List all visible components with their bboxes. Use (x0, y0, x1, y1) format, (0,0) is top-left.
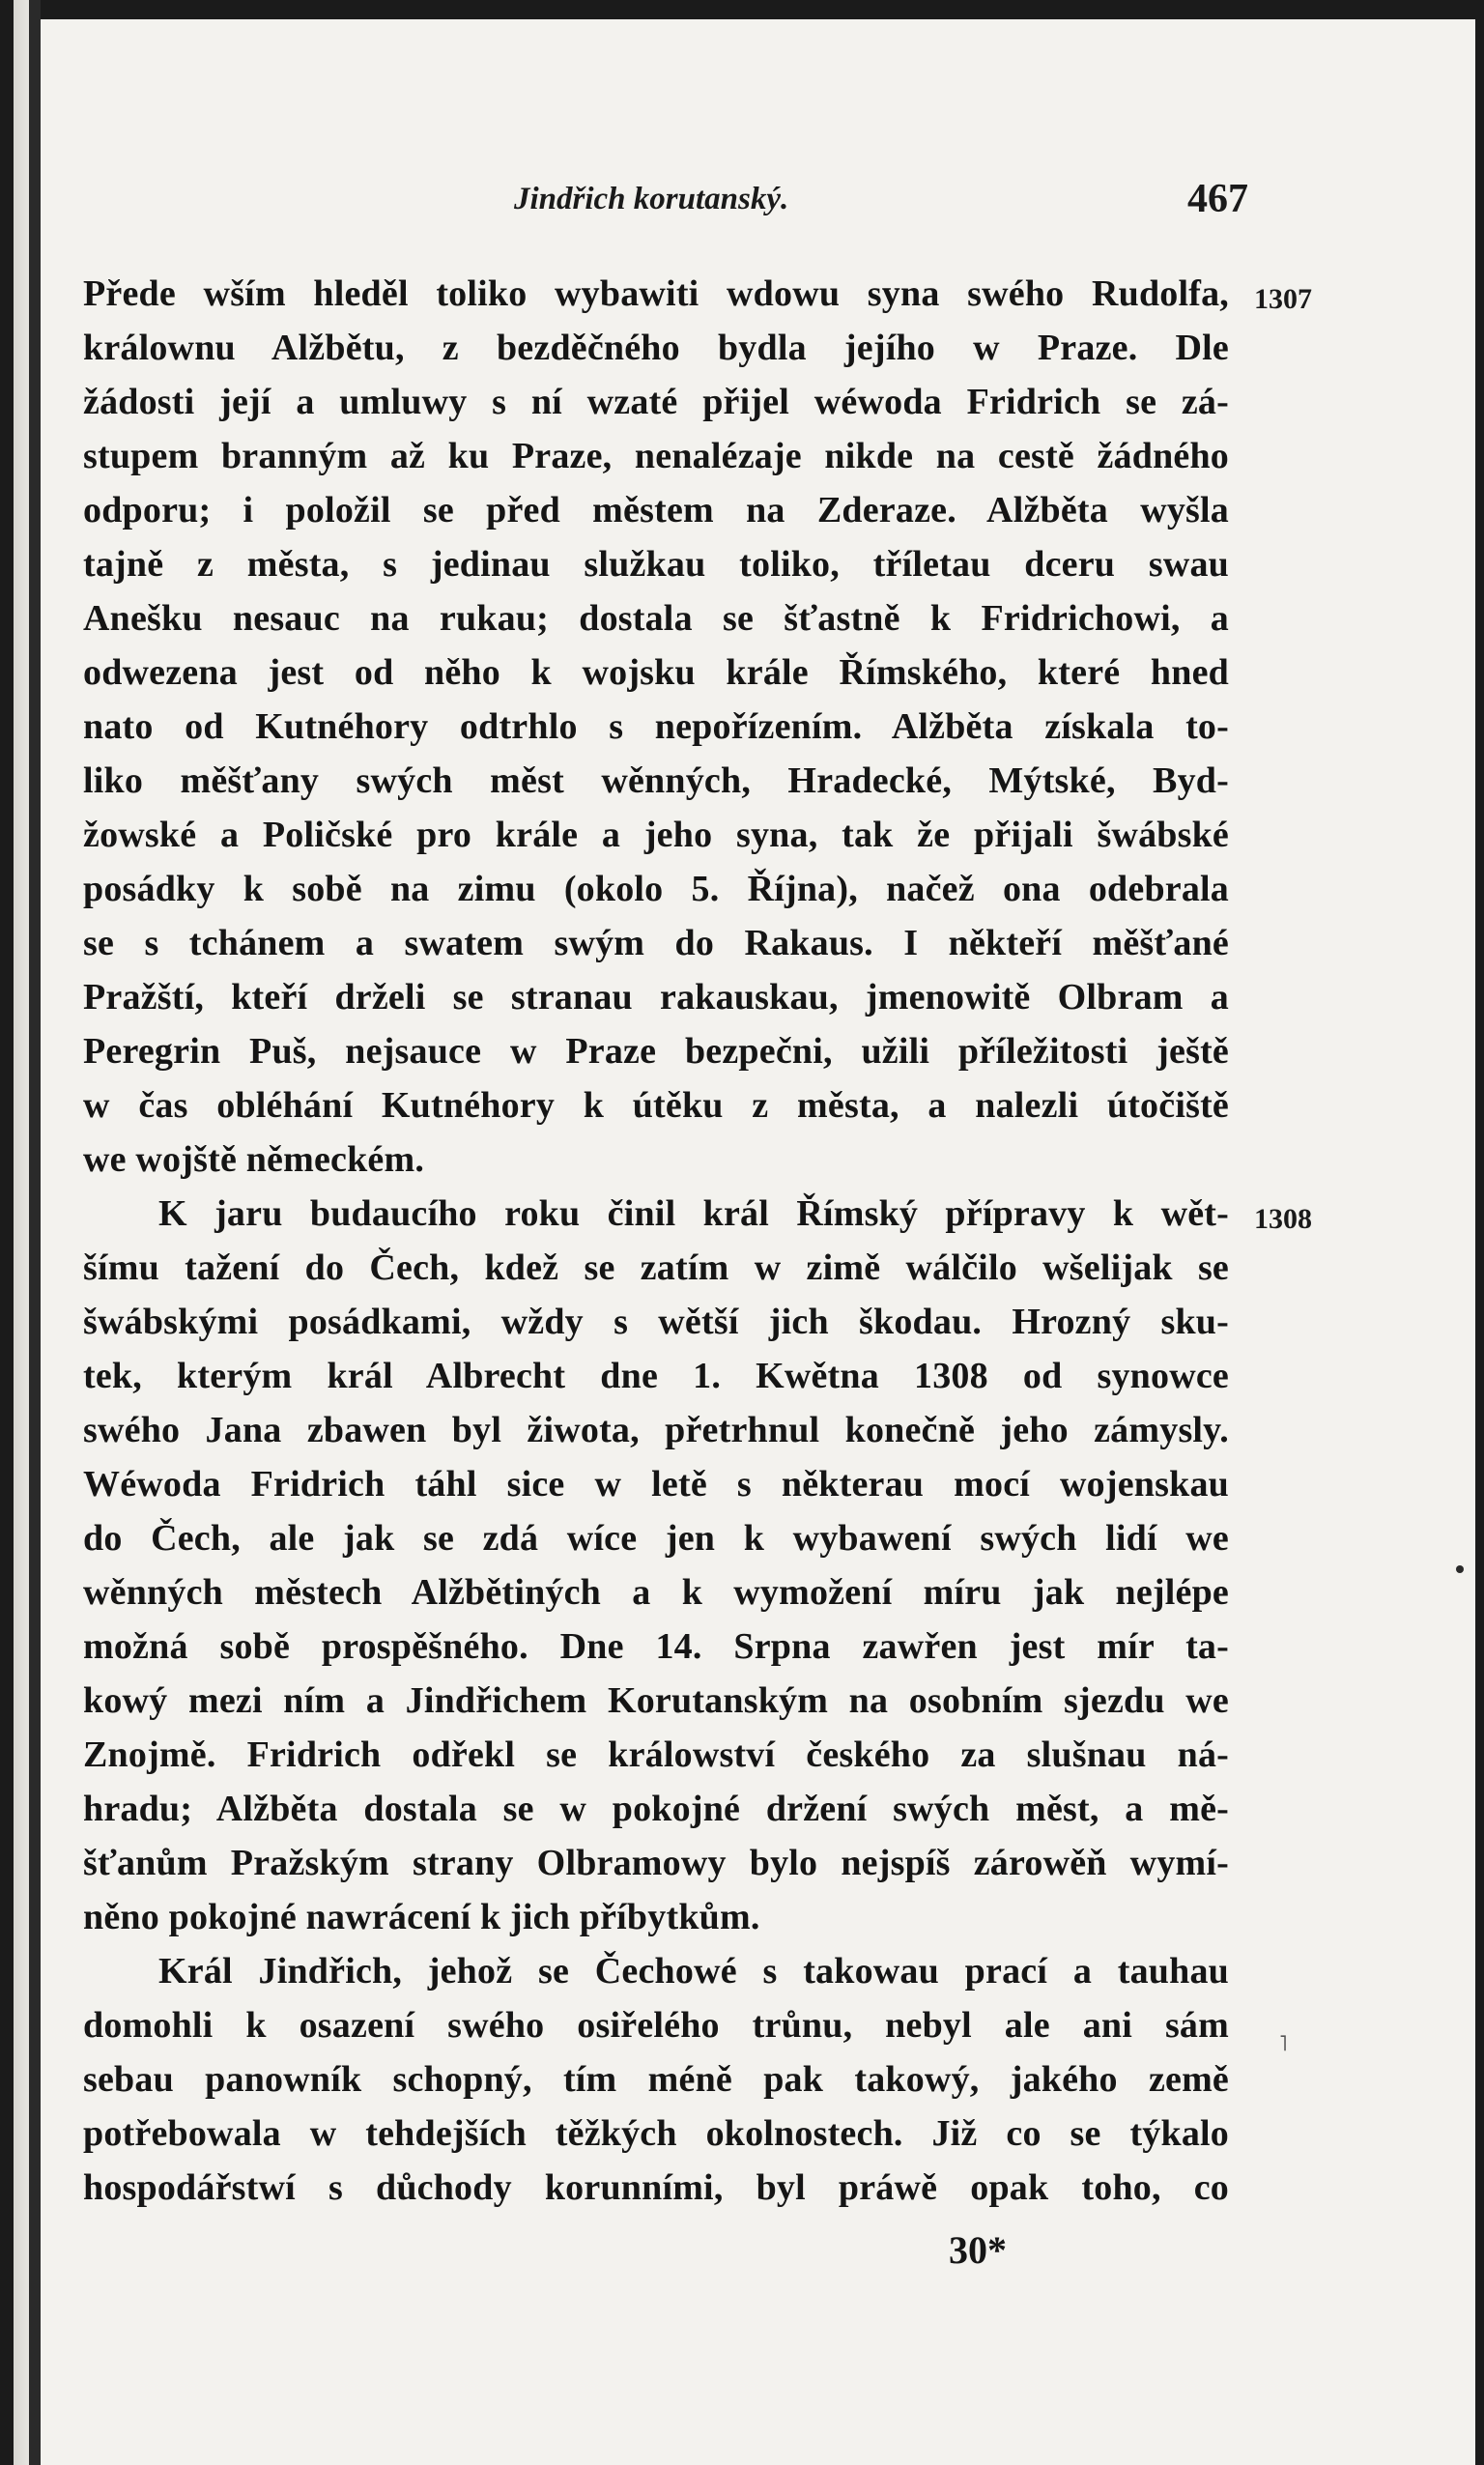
ink-speck (1456, 1565, 1464, 1573)
text-line: tek, kterým král Albrecht dne 1. Kwětna 1308 od synowce (83, 1356, 1229, 1396)
text-line: posádky k sobě na zimu (okolo 5. Října), načež ona odebrala (83, 869, 1229, 909)
text-line: Znojmě. Fridrich odřekl se králowství českého za slušnau ná- (83, 1734, 1229, 1775)
text-line: stupem branným až ku Praze, nenalézaje nikde na cestě žádného (83, 436, 1229, 476)
text-line: liko měšťany swých měst wěnných, Hradecké, Mýtské, Byd- (83, 760, 1229, 801)
text-line: domohli k osazení swého osiřelého trůnu, nebyl ale ani sám (83, 2005, 1229, 2046)
page-number: 467 (1187, 177, 1248, 221)
text-line: Peregrin Puš, nejsauce w Praze bezpečni, užili příležitosti ještě (83, 1031, 1229, 1072)
text-line: Anešku nesauc na rukau; dostala se šťastně k Fridrichowi, a (83, 598, 1229, 639)
page-header (41, 174, 1475, 232)
text-line: nato od Kutnéhory odtrhlo s nepořízením. Alžběta získala to- (83, 706, 1229, 747)
text-line: žádosti její a umluwy s ní wzaté přijel wéwoda Fridrich se zá- (83, 382, 1229, 422)
margin-year-1308: 1308 (1254, 1203, 1312, 1235)
running-title: Jindřich korutanský. (514, 182, 789, 216)
text-line: sebau panowník schopný, tím méně pak takowý, jakého země (83, 2059, 1229, 2100)
margin-year-1307: 1307 (1254, 283, 1312, 315)
text-line: šímu tažení do Čech, kdež se zatím w zimě wálčilo wšelijak se (83, 1247, 1229, 1288)
text-line: šwábskými posádkami, wždy s wětší jich škodau. Hrozný sku- (83, 1302, 1229, 1342)
text-line: se s tchánem a swatem swým do Rakaus. I někteří měšťané (83, 923, 1229, 963)
text-line: odwezena jest od něho k wojsku krále Římského, které hned (83, 652, 1229, 693)
text-line: šťanům Pražským strany Olbramowy bylo nejspíš zárowěň wymí- (83, 1843, 1229, 1883)
text-line: odporu; i položil se před městem na Zderaze. Alžběta wyšla (83, 490, 1229, 530)
signature-mark: 30* (949, 2228, 1007, 2272)
text-line: možná sobě prospěšného. Dne 14. Srpna zawřen jest mír ta- (83, 1626, 1229, 1667)
body-text (83, 267, 1229, 2215)
text-line: kowý mezi ním a Jindřichem Korutanským na osobním sjezdu we (83, 1680, 1229, 1721)
text-line: Přede wším hleděl toliko wybawiti wdowu syna swého Rudolfa, (83, 273, 1229, 314)
text-line: potřebowala w tehdejších těžkých okolnostech. Již co se týkalo (83, 2113, 1229, 2154)
text-line: w čas obléhání Kutnéhory k útěku z města, a nalezli útočiště (83, 1085, 1229, 1126)
text-line: Pražští, kteří drželi se stranau rakauskau, jmenowitě Olbram a (83, 977, 1229, 1018)
text-line: králownu Alžbětu, z bezděčného bydla jejího w Praze. Dle (83, 328, 1229, 368)
text-line: tajně z města, s jedinau služkau toliko, tříletau dceru swau (83, 544, 1229, 585)
text-line: do Čech, ale jak se zdá wíce jen k wybawení swých lidí we (83, 1518, 1229, 1559)
text-line: K jaru budaucího roku činil král Římský přípravy k wět- (158, 1193, 1229, 1234)
book-page (41, 19, 1475, 2465)
page-edge (0, 0, 41, 2465)
text-line: we wojště německém. (83, 1139, 425, 1180)
text-line: Král Jindřich, jehož se Čechowé s takowau prací a tauhau (158, 1951, 1229, 1992)
text-line: wěnných městech Alžbětiných a k wymožení míru jak nejlépe (83, 1572, 1229, 1613)
text-line: Wéwoda Fridrich táhl sice w letě s některau mocí wojenskau (83, 1464, 1229, 1505)
text-line: hospodářstwí s důchody korunními, byl práwě opak toho, co (83, 2167, 1229, 2208)
text-line: žowské a Poličské pro krále a jeho syna, tak že přijali šwábské (83, 815, 1229, 855)
text-line: swého Jana zbawen byl žiwota, přetrhnul konečně jeho zámysly. (83, 1410, 1229, 1450)
text-line: hradu; Alžběta dostala se w pokojné držení swých měst, a mě- (83, 1789, 1229, 1829)
text-line: něno pokojné nawrácení k jich příbytkům. (83, 1897, 760, 1937)
ink-mark: ˥ (1279, 2031, 1288, 2055)
